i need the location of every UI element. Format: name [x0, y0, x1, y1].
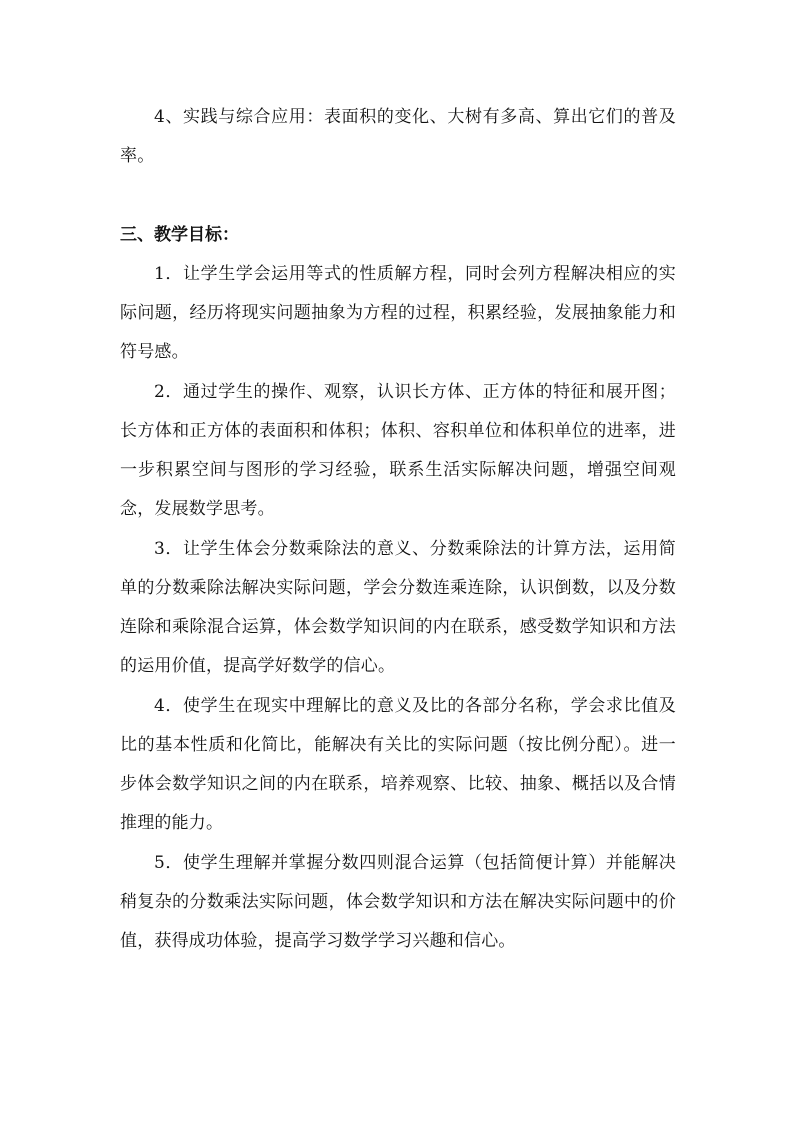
objective-paragraph-3: 3．让学生体会分数乘除法的意义、分数乘除法的计算方法，运用简单的分数乘除法解决实际问题，学会分数连乘连除，认识倒数，以及分数连除和乘除混合运算，体会数学知识间的内在联系，感受数学知识和方法的运用价值，提高学好数学的信心。 [120, 539, 676, 676]
objective-paragraph-4: 4．使学生在现实中理解比的意义及比的各部分名称，学会求比值及比的基本性质和化简比，能解决有关比的实际问题（按比例分配）。进一步体会数学知识之间的内在联系，培养观察、比较、抽象、概括以及合情推理的能力。 [120, 696, 676, 833]
objective-paragraph-1: 1．让学生学会运用等式的性质解方程，同时会列方程解决相应的实际问题，经历将现实问题抽象为方程的过程，积累经验，发展抽象能力和符号感。 [120, 264, 676, 362]
intro-item-paragraph: 4、实践与综合应用：表面积的变化、大树有多高、算出它们的普及率。 [120, 107, 676, 166]
objective-paragraph-2: 2．通过学生的操作、观察，认识长方体、正方体的特征和展开图；长方体和正方体的表面积和体积；体积、容积单位和体积单位的进率，进一步积累空间与图形的学习经验，联系生活实际解决问题，增强空间观念，发展数学思考。 [120, 382, 676, 519]
section-heading: 三、教学目标： [120, 225, 239, 245]
objective-paragraph-5: 5．使学生理解并掌握分数四则混合运算（包括简便计算）并能解决稍复杂的分数乘法实际问题，体会数学知识和方法在解决实际问题中的价值，获得成功体验，提高学习数学学习兴趣和信心。 [120, 853, 676, 951]
document-body [120, 98, 676, 961]
